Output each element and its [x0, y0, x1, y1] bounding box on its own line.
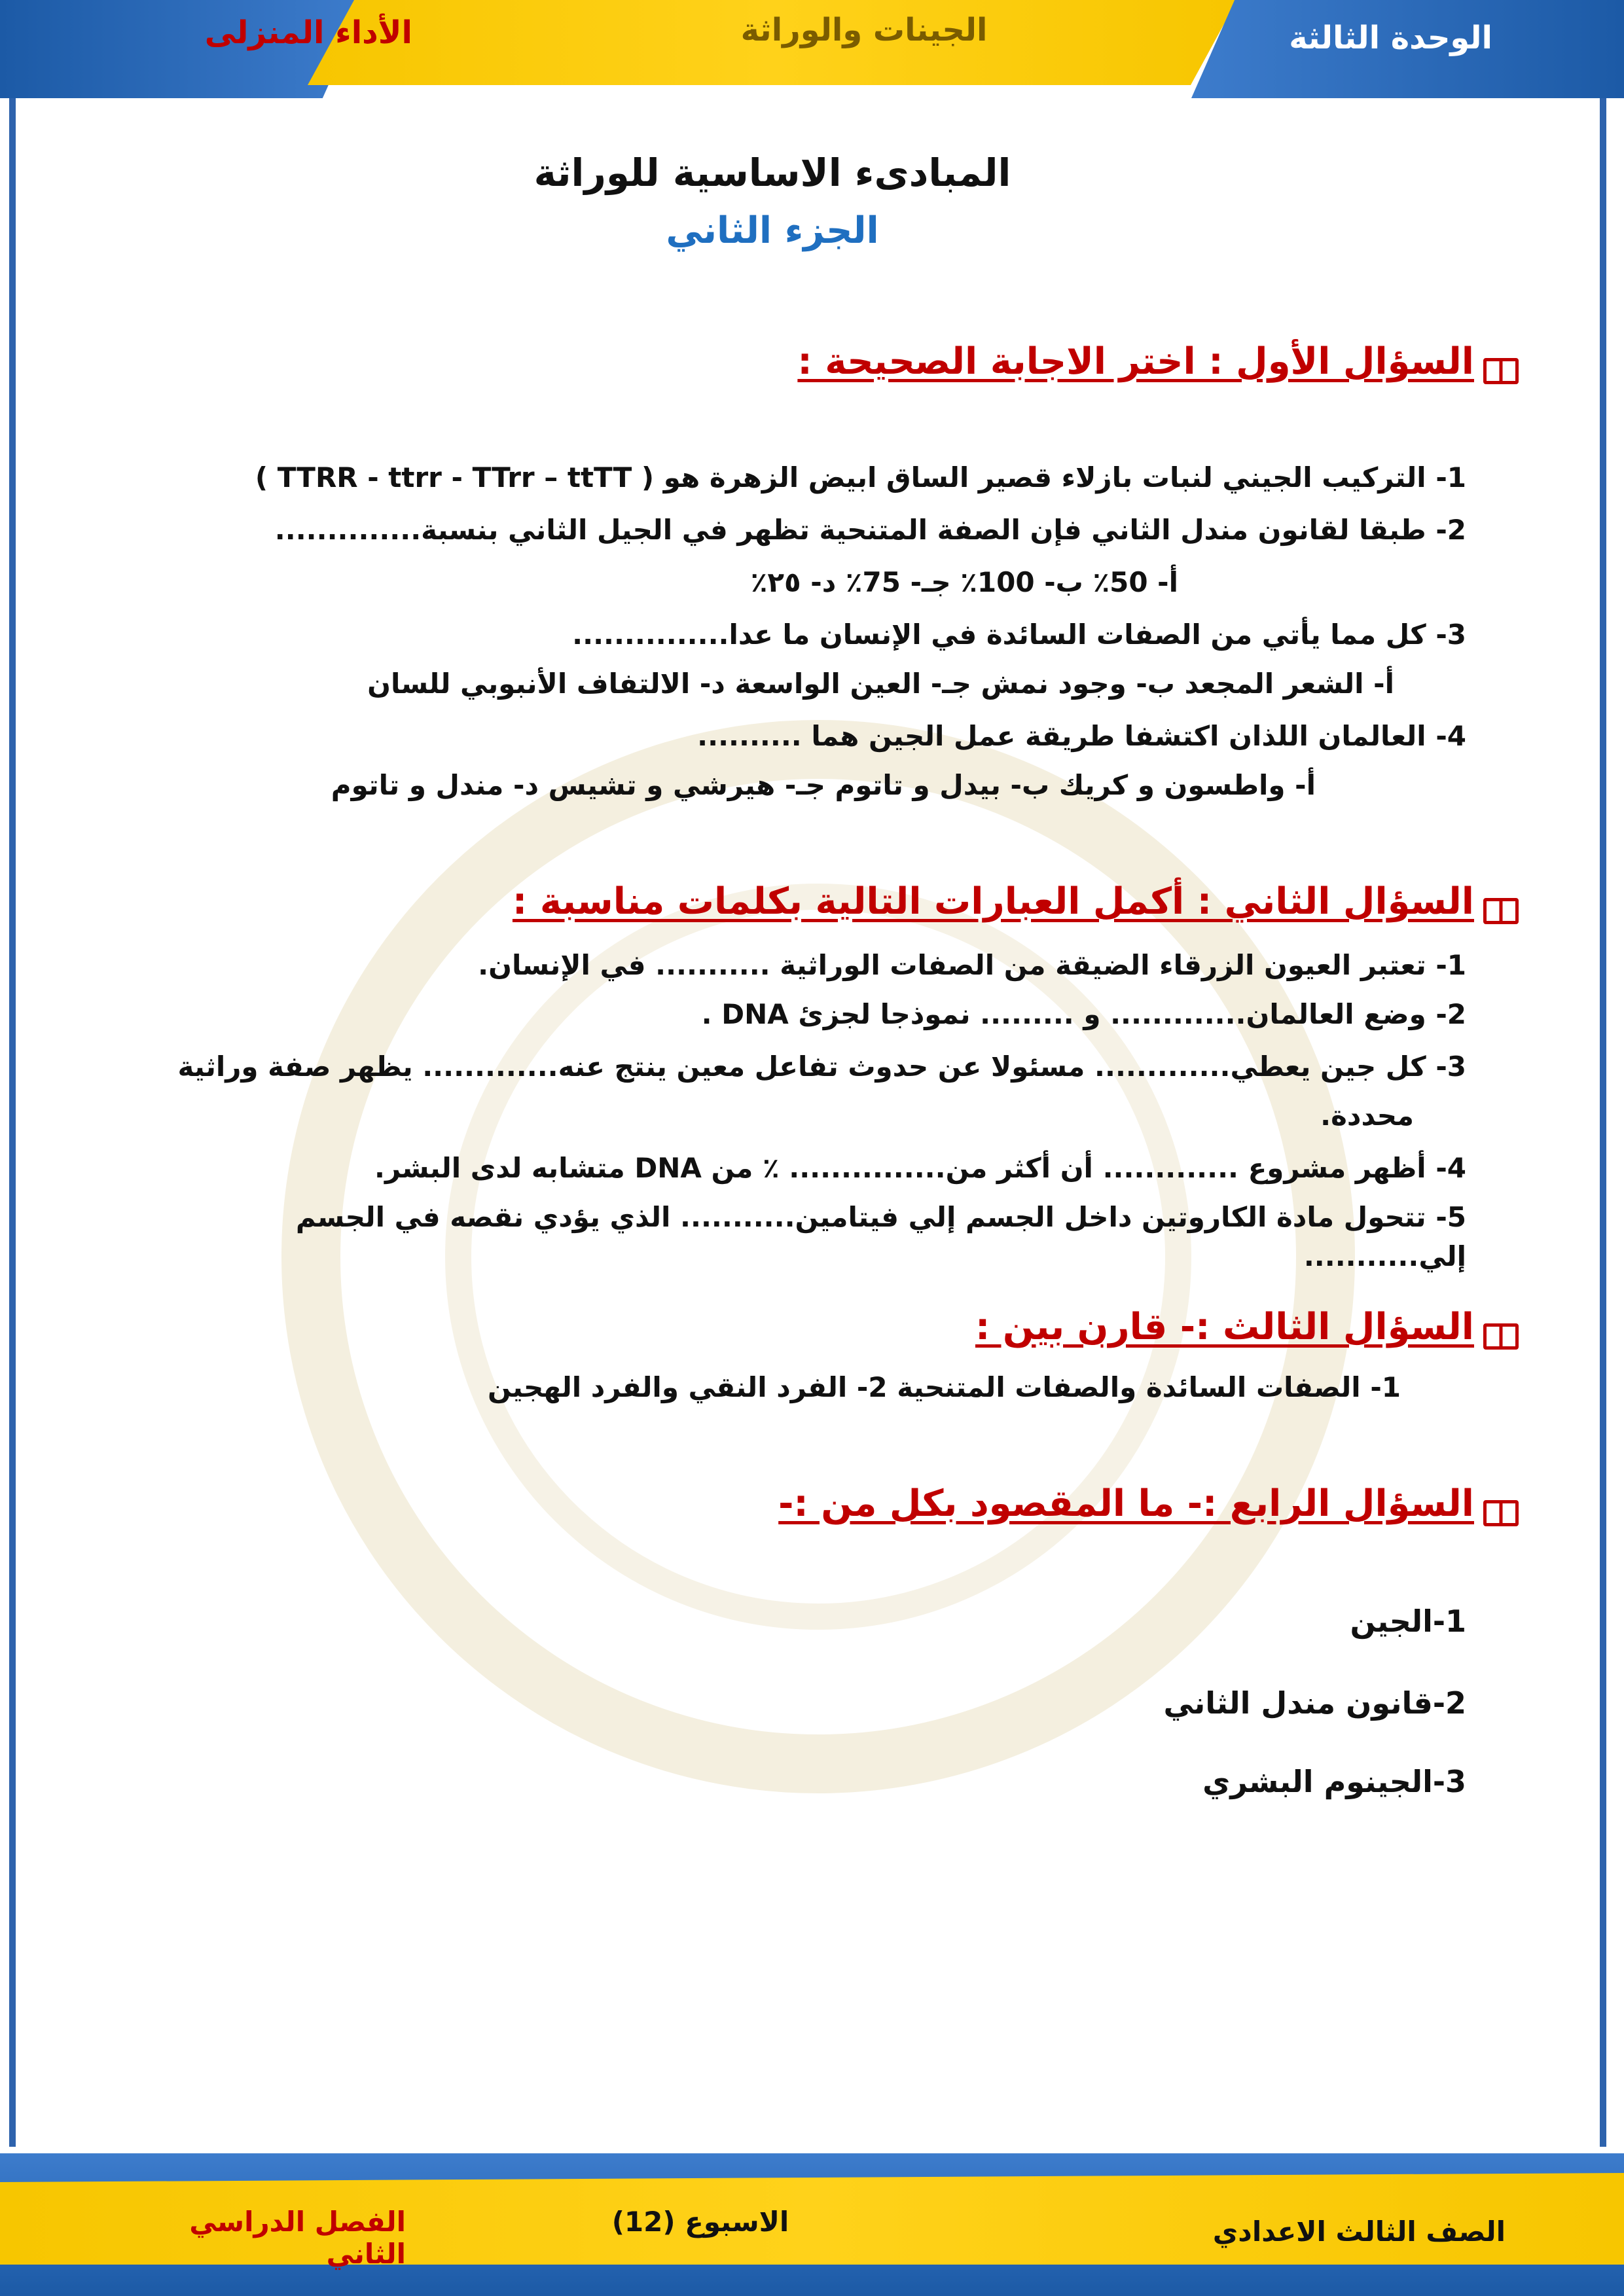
q3-heading-text: السؤال الثالث :- قارن بين :: [975, 1306, 1474, 1348]
q4-line-2: 2-قانون مندل الثاني: [1163, 1685, 1466, 1721]
q2-line-5: 5- تتحول مادة الكاروتين داخل الجسم إلي فيتامين........... الذي يؤدي نقصه في الجسم إلي...........: [295, 1201, 1466, 1272]
book-icon: [1483, 1323, 1519, 1350]
q1-line-2-options: أ- 50٪ ب- 100٪ جـ- 75٪ د- ٢٥٪: [750, 566, 1178, 598]
footer-week: الاسبوع (12): [611, 2206, 789, 2238]
q2-line-1: 1- تعتبر العيون الزرقاء الضيقة من الصفات الوراثية ........... في الإنسان.: [478, 949, 1466, 981]
header-center-title: الجينات والوراثة: [740, 12, 988, 48]
q1-heading-text: السؤال الأول : اختر الاجابة الصحيحة :: [797, 340, 1474, 383]
q2-heading-text: السؤال الثاني : أكمل العبارات التالية بكلمات مناسبة :: [512, 880, 1474, 923]
q2-line-4: 4- أظهر مشروع ............. أن أكثر من............... ٪ من DNA متشابه لدى البشر.: [374, 1152, 1466, 1184]
q4-heading-text: السؤال الرابع :- ما المقصود بكل من :-: [778, 1482, 1474, 1525]
q1-line-3-options: أ- الشعر المجعد ب- وجود نمش جـ- العين الواسعة د- الالتفاف الأنبوبي للسان: [367, 668, 1394, 700]
book-icon: [1483, 1500, 1519, 1526]
q1-line-3: 3- كل مما يأتي من الصفات السائدة في الإنسان ما عدا...............: [572, 619, 1466, 651]
page-title: المبادىء الاساسية للوراثة: [533, 151, 1011, 195]
q1-line-4: 4- العالمان اللذان اكتشفا طريقة عمل الجين هما ..........: [697, 720, 1466, 752]
q4-line-3: 3-الجينوم البشري: [1202, 1764, 1466, 1799]
q3-line-1: 1- الصفات السائدة والصفات المتنحية 2- الفرد النقي والفرد الهجين: [488, 1371, 1401, 1403]
header-left-title: الأداء المنزلى: [204, 14, 412, 51]
header-right-title: الوحدة الثالثة: [1289, 20, 1492, 56]
q2-heading: [458, 880, 1519, 924]
q1-heading: [720, 340, 1519, 384]
q2-line-3: 3- كل جين يعطي............. مسئولا عن حدوث تفاعل معين ينتج عنه............. يظهر صفة وراثية: [177, 1050, 1466, 1083]
footer-term: الفصل الدراسي الثاني: [189, 2206, 406, 2270]
footer-grade: الصف الثالث الاعدادي: [1212, 2215, 1506, 2248]
q3-heading: [785, 1306, 1519, 1350]
q4-line-1: 1-الجين: [1350, 1604, 1466, 1639]
book-icon: [1483, 898, 1519, 924]
q1-line-2: 2- طبقا لقانون مندل الثاني فإن الصفة المتنحية تظهر في الجيل الثاني بنسبة..............: [274, 514, 1466, 546]
q1-line-4-options: أ- واطسون و كريك ب- بيدل و تاتوم جـ- هيرشي و تشيس د- مندل و تاتوم: [331, 769, 1316, 801]
q1-line-1: 1- التركيب الجيني لنبات بازلاء قصير الساق ابيض الزهرة هو ( TTRR - ttrr - TTrr – ttTT ): [255, 461, 1466, 493]
page-subtitle: الجزء الثاني: [666, 209, 879, 252]
q2-line-3-cont: محددة.: [1320, 1100, 1414, 1132]
book-icon: [1483, 358, 1519, 384]
q2-line-2: 2- وضع العالمان............. و ......... نموذجا لجزئ DNA .: [701, 998, 1466, 1030]
q4-heading: [753, 1482, 1519, 1526]
